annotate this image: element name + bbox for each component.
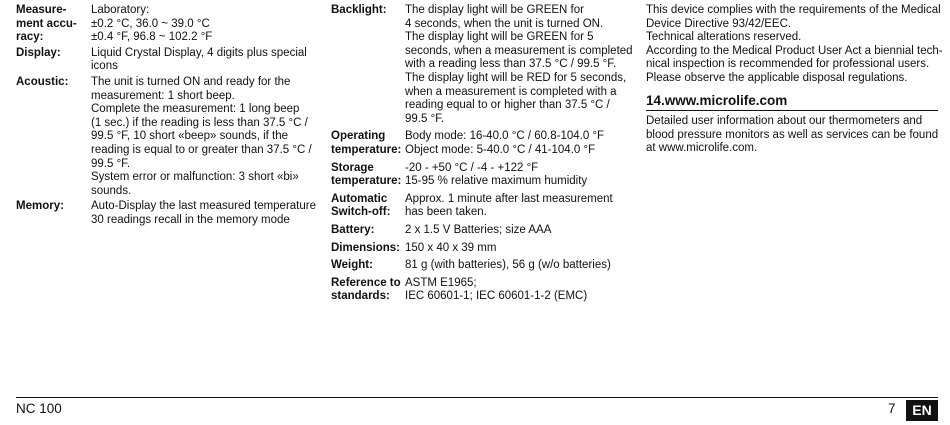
- section-heading: 14.www.microlife.com: [646, 94, 938, 112]
- spec-label: Automatic Switch-off:: [331, 192, 391, 219]
- footer-model-name: NC 100: [16, 401, 62, 416]
- spec-battery: [331, 224, 623, 238]
- spec-label: Storage temperature:: [331, 161, 402, 188]
- spec-value: 81 g (with batteries), 56 g (w/o batteries): [405, 259, 611, 272]
- spec-memory: [16, 200, 316, 227]
- spec-value: 150 x 40 x 39 mm: [405, 241, 497, 254]
- spec-value: The display light will be GREEN for 4 seconds, when the unit is turned ON. The display light will be GREEN for 5 seconds, when a measurement is completed with a reading less than 37.5 °C / 99.5 °F. The display light will be RED for 5 seconds, when a measurement is completed with a reading equal to or higher than 37.5 °C / 99.5 °F.: [405, 4, 633, 125]
- spec-display: [16, 47, 312, 74]
- spec-value: Approx. 1 minute after last measurement has been taken.: [405, 192, 613, 219]
- compliance-paragraph: This device complies with the requirements of the Medical Device Directive 93/42/EEC. Technical alterations reserved. According to the Medical Product User Act a biennial tech- nical inspection is recommended for professional users. Please observe the applicable disposal regulations.: [646, 4, 943, 84]
- spec-label: Display:: [16, 46, 61, 59]
- spec-value: Auto-Display the last measured temperature 30 readings recall in the memory mode: [91, 200, 316, 226]
- spec-value: Liquid Crystal Display, 4 digits plus special icons: [91, 46, 307, 73]
- spec-value: -20 - +50 °C / -4 - +122 °F 15-95 % relative maximum humidity: [405, 161, 588, 188]
- info-column-3: [646, 4, 943, 156]
- spec-acoustic: [16, 76, 312, 198]
- website-paragraph: Detailed user information about our thermometers and blood pressure monitors as well as services can be found at www.microlife.com.: [646, 115, 939, 155]
- specs-column-1: [16, 4, 316, 230]
- spec-operating-temperature: [331, 130, 623, 157]
- spec-dimensions: [331, 242, 623, 256]
- spec-label: Battery:: [331, 223, 375, 236]
- language-badge: EN: [906, 400, 938, 421]
- spec-value: Laboratory: ±0.2 °C, 36.0 ~ 39.0 °C ±0.4 °F, 96.8 ~ 102.2 °F: [91, 4, 213, 44]
- spec-label: Backlight:: [331, 4, 387, 16]
- specs-column-2: [331, 4, 633, 306]
- spec-label: Operating temperature:: [331, 130, 402, 156]
- spec-label: Measure- ment accu- racy:: [16, 4, 77, 44]
- spec-value: The unit is turned ON and ready for the measurement: 1 short beep. Complete the measurement: 1 long beep (1 sec.) if the reading is less than 37.5 °C / 99.5 °F, 10 short «beep» sounds, if the reading is equal to or greater than 37.5 °C / 99.5 °F. System error or malfunction: 3 short «bi» sounds.: [91, 75, 312, 197]
- spec-value: 2 x 1.5 V Batteries; size AAA: [405, 223, 552, 236]
- spec-value: Body mode: 16-40.0 °C / 60.8-104.0 °F Object mode: 5-40.0 °C / 41-104.0 °F: [405, 130, 605, 156]
- spec-automatic-switch-off: [331, 193, 623, 220]
- spec-label: Weight:: [331, 259, 373, 272]
- page-number: 7: [888, 401, 896, 416]
- spec-backlight: [331, 4, 633, 126]
- footer-rule: [16, 397, 938, 398]
- spec-label: Acoustic:: [16, 75, 69, 88]
- spec-reference-standards: [331, 277, 623, 304]
- spec-value: ASTM E1965; IEC 60601-1; IEC 60601-1-2 (EMC): [405, 276, 588, 303]
- spec-weight: [331, 259, 623, 273]
- spec-label: Dimensions:: [331, 241, 401, 254]
- spec-label: Memory:: [16, 200, 64, 213]
- spec-label: Reference to standards:: [331, 276, 401, 303]
- spec-measurement-accuracy: [16, 4, 312, 45]
- spec-storage-temperature: [331, 162, 623, 189]
